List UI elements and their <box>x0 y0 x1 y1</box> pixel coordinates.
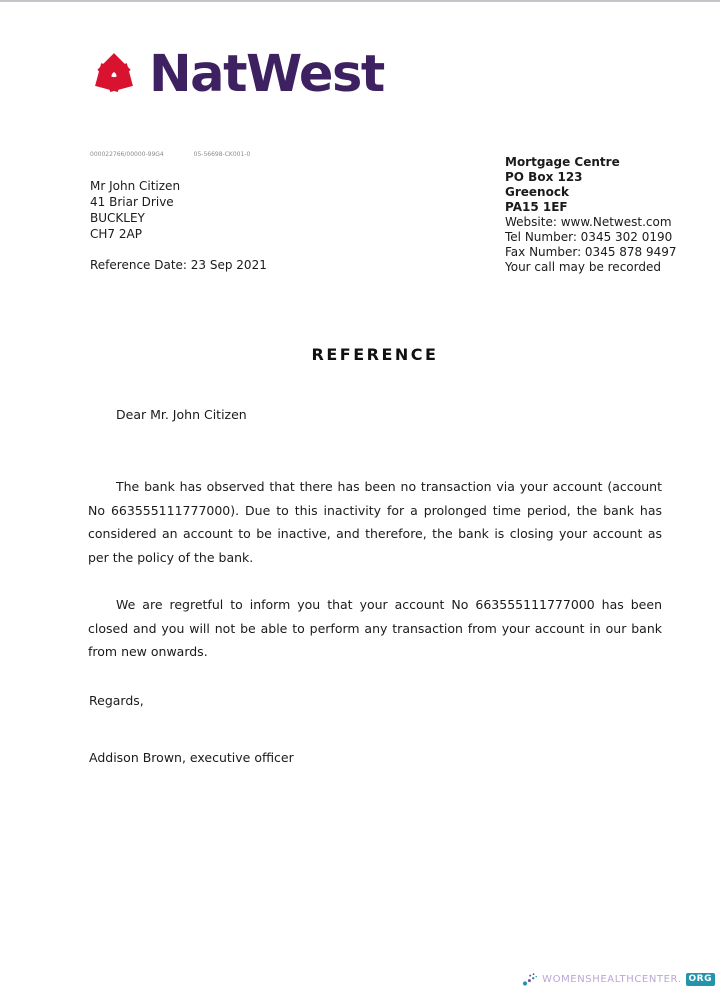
sender-fax: Fax Number: 0345 878 9497 <box>505 245 677 259</box>
recipient-town: BUCKLEY <box>90 211 145 225</box>
brand-wordmark: NatWest <box>149 45 384 104</box>
sender-pobox: PO Box 123 <box>505 170 583 184</box>
watermark-tld-badge: ORG <box>686 973 715 986</box>
natwest-logo <box>88 46 384 104</box>
watermark-dots-icon <box>522 972 538 987</box>
sender-website: Website: www.Netwest.com <box>505 215 672 229</box>
sender-call-note: Your call may be recorded <box>505 260 661 274</box>
sender-postcode: PA15 1EF <box>505 200 568 214</box>
print-code-left: 000022766/00000-99G4 <box>90 151 164 158</box>
sender-contact-block <box>505 155 717 275</box>
body-paragraph-2: We are regretful to inform you that your account No 663555111777000 has been closed and you will not be able to perform any transaction from your account in our bank from new onwards. <box>88 597 662 659</box>
sender-town: Greenock <box>505 185 569 199</box>
recipient-street: 41 Briar Drive <box>90 195 174 209</box>
salutation: Dear Mr. John Citizen <box>116 407 247 422</box>
watermark <box>522 972 715 987</box>
print-codes <box>90 151 250 158</box>
letter-title: REFERENCE <box>311 345 439 364</box>
recipient-address-block <box>90 178 267 273</box>
recipient-postcode: CH7 2AP <box>90 227 142 241</box>
sender-office: Mortgage Centre <box>505 155 620 169</box>
watermark-site-text: WOMENSHEALTHCENTER. <box>542 974 682 985</box>
closing: Regards, <box>89 693 144 708</box>
recipient-name: Mr John Citizen <box>90 179 181 193</box>
signature-line: Addison Brown, executive officer <box>89 750 294 765</box>
reference-date: Reference Date: 23 Sep 2021 <box>90 258 267 272</box>
print-code-right: 05-56698-CK001-0 <box>193 151 251 158</box>
natwest-cube-icon <box>88 46 140 104</box>
sender-tel: Tel Number: 0345 302 0190 <box>505 230 673 244</box>
body-paragraph-1: The bank has observed that there has been no transaction via your account (account No 663555111777000). Due to this inactivity for a prolonged time period, the bank has considered an account to be inactive, and therefore, the bank is closing your account as per the policy of the bank. <box>88 479 662 565</box>
